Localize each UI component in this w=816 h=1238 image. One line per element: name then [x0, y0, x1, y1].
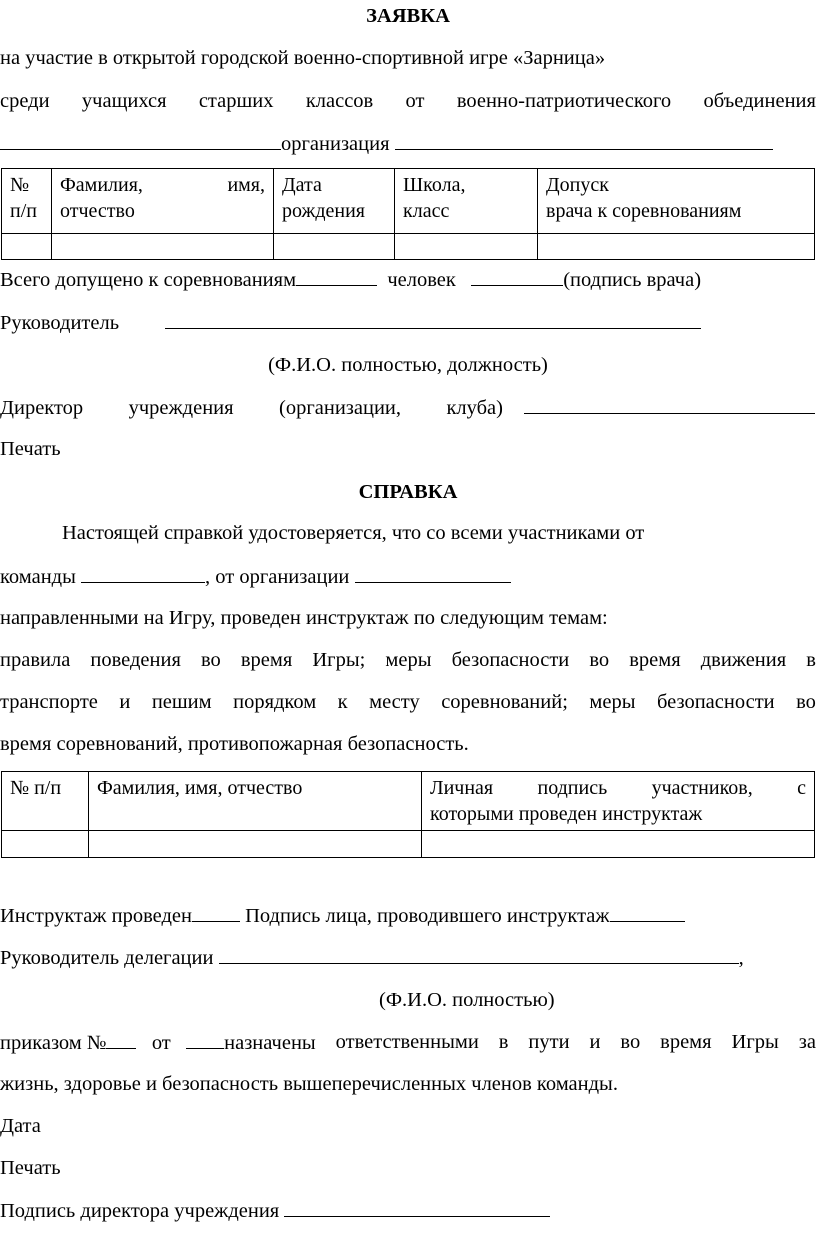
word: во — [620, 1031, 641, 1053]
fio-full-caption: (Ф.И.О. полностью) — [379, 989, 555, 1011]
word: объединения — [703, 90, 816, 112]
certificate-para3: направленными на Игру, проведен инструктаж по следующим темам: — [0, 607, 608, 629]
director-blank[interactable] — [524, 395, 815, 414]
word: время — [240, 649, 293, 671]
header-number-2: № п/п — [2, 772, 89, 831]
word: пути — [528, 1031, 570, 1053]
briefing-conducted-label: Инструктаж проведен — [0, 905, 192, 927]
word: от — [405, 90, 425, 112]
header-number-top: № — [10, 174, 30, 196]
word: месту — [369, 691, 420, 713]
doctor-signature-blank[interactable] — [471, 267, 563, 286]
director-signature-label: Подпись директора учреждения — [0, 1200, 280, 1222]
fio-position-caption: (Ф.И.О. полностью, должность) — [268, 354, 548, 376]
table-cell[interactable] — [52, 234, 274, 260]
header-school-bottom: класс — [403, 200, 450, 222]
briefing-conducted-line — [0, 903, 816, 928]
word: Директор — [0, 397, 84, 419]
word: ответственными — [335, 1031, 479, 1053]
word: время — [660, 1031, 712, 1053]
word: учащихся — [81, 90, 167, 112]
table-cell[interactable] — [2, 234, 52, 260]
word: порядком — [233, 691, 317, 713]
organization-blank[interactable] — [395, 131, 773, 150]
header-school — [395, 169, 538, 234]
persons-label: человек — [387, 269, 456, 291]
application-table — [1, 168, 815, 260]
application-line1: на участие в открытой городской военно-спортивной игре «Зарница» — [0, 47, 606, 69]
header-admission-bottom: врача к соревнованиям — [546, 200, 742, 222]
word: подпись — [537, 777, 608, 799]
word: Фамилия, — [60, 174, 143, 196]
header-fio-bottom: отчество — [60, 200, 135, 222]
certificate-stamp: Печать — [0, 1157, 61, 1179]
manager-blank[interactable] — [165, 310, 701, 329]
word: военно-патриотического — [456, 90, 672, 112]
team-blank[interactable] — [81, 564, 205, 583]
word: правила — [0, 649, 71, 671]
word: к — [337, 691, 348, 713]
briefing-date-blank[interactable] — [192, 903, 240, 922]
manager-line — [0, 310, 816, 335]
briefing-table — [1, 771, 815, 858]
word: имя, — [227, 174, 265, 196]
word: и — [589, 1031, 601, 1053]
table-cell[interactable] — [395, 234, 538, 260]
application-title: ЗАЯВКА — [366, 5, 450, 27]
word: во — [589, 649, 610, 671]
header-fio-2: Фамилия, имя, отчество — [89, 772, 422, 831]
word: в — [498, 1031, 509, 1053]
word: участников, — [651, 777, 753, 799]
word: среди — [0, 90, 50, 112]
header-doctor-admission — [538, 169, 815, 234]
word: время — [629, 649, 681, 671]
briefing-signature-blank[interactable] — [610, 903, 685, 922]
briefing-signature-label: Подпись лица, проводившего инструктаж — [245, 905, 610, 927]
delegation-label: Руководитель делегации — [0, 947, 214, 969]
word: и — [119, 691, 131, 713]
total-count-blank[interactable] — [296, 267, 377, 286]
table-cell[interactable] — [89, 831, 422, 858]
table-cell[interactable] — [538, 234, 815, 260]
header-number — [2, 169, 52, 234]
word: с — [797, 777, 806, 799]
word: Игры — [731, 1031, 779, 1053]
application-line2 — [0, 89, 816, 113]
certificate-team-line — [0, 564, 816, 589]
certificate-para5 — [0, 690, 816, 714]
word: во — [200, 649, 221, 671]
certificate-para4 — [0, 648, 816, 672]
table-cell[interactable] — [2, 831, 89, 858]
certificate-para6: время соревнований, противопожарная безопасность. — [0, 733, 469, 755]
word: меры — [589, 691, 636, 713]
header-school-top: Школа, — [403, 174, 466, 196]
order-number-label: приказом № — [0, 1032, 107, 1054]
word: за — [798, 1031, 816, 1053]
director-line — [0, 395, 816, 420]
certificate-title: СПРАВКА — [358, 481, 458, 503]
header-birthdate — [274, 169, 395, 234]
total-admitted-label: Всего допущено к соревнованиям — [0, 269, 297, 291]
table-cell[interactable] — [274, 234, 395, 260]
organization-label: организация — [281, 133, 390, 155]
word: соревнований; — [441, 691, 568, 713]
header-fio — [52, 169, 274, 234]
director-signature-line — [0, 1198, 816, 1223]
organization-line — [0, 131, 816, 156]
header-birthdate-bottom: рождения — [282, 200, 365, 222]
total-admitted-line — [0, 267, 816, 292]
delegation-line — [0, 945, 816, 970]
order-from-label: от — [151, 1032, 171, 1054]
header-signature-bottom: которыми проведен инструктаж — [430, 803, 703, 825]
header-admission-top: Допуск — [546, 174, 609, 196]
word: учреждения — [128, 397, 234, 419]
header-birthdate-top: Дата — [282, 174, 322, 196]
word: назначены — [224, 1032, 316, 1054]
word: безопасности — [656, 691, 775, 713]
header-number-bottom: п/п — [10, 200, 37, 222]
word: классов — [305, 90, 374, 112]
word: меры — [385, 649, 432, 671]
header-signature — [422, 772, 815, 831]
word: безопасности — [451, 649, 570, 671]
word: старших — [198, 90, 274, 112]
order-date-blank[interactable] — [186, 1030, 224, 1049]
word: движения — [700, 649, 787, 671]
word: транспорте — [0, 691, 98, 713]
word: (организации, — [279, 397, 402, 419]
order-prefix — [0, 1030, 316, 1055]
order-line — [0, 1030, 816, 1055]
director-signature-blank[interactable] — [284, 1198, 550, 1217]
certificate-para1: Настоящей справкой удостоверяется, что со всеми участниками от — [62, 522, 645, 544]
comma: , — [738, 947, 744, 969]
delegation-blank[interactable] — [219, 945, 739, 964]
organization-blank-2[interactable] — [355, 564, 511, 583]
date-label: Дата — [0, 1115, 41, 1137]
from-organization-label: , от организации — [205, 566, 350, 588]
word: клуба) — [446, 397, 503, 419]
word: в — [806, 649, 816, 671]
order-number-blank[interactable] — [106, 1030, 136, 1049]
team-label: команды — [0, 566, 76, 588]
order-line-2: жизнь, здоровье и безопасность вышеперечисленных членов команды. — [0, 1073, 618, 1095]
application-stamp: Печать — [0, 438, 61, 460]
word: во — [796, 691, 816, 713]
manager-label: Руководитель — [0, 312, 120, 334]
word: Личная — [430, 777, 494, 799]
word: поведения — [90, 649, 181, 671]
word: Игры; — [312, 649, 366, 671]
table-cell[interactable] — [422, 831, 815, 858]
blank-before-organization[interactable] — [0, 131, 281, 150]
doctor-signature-label: (подпись врача) — [563, 269, 702, 291]
word: пешим — [151, 691, 212, 713]
